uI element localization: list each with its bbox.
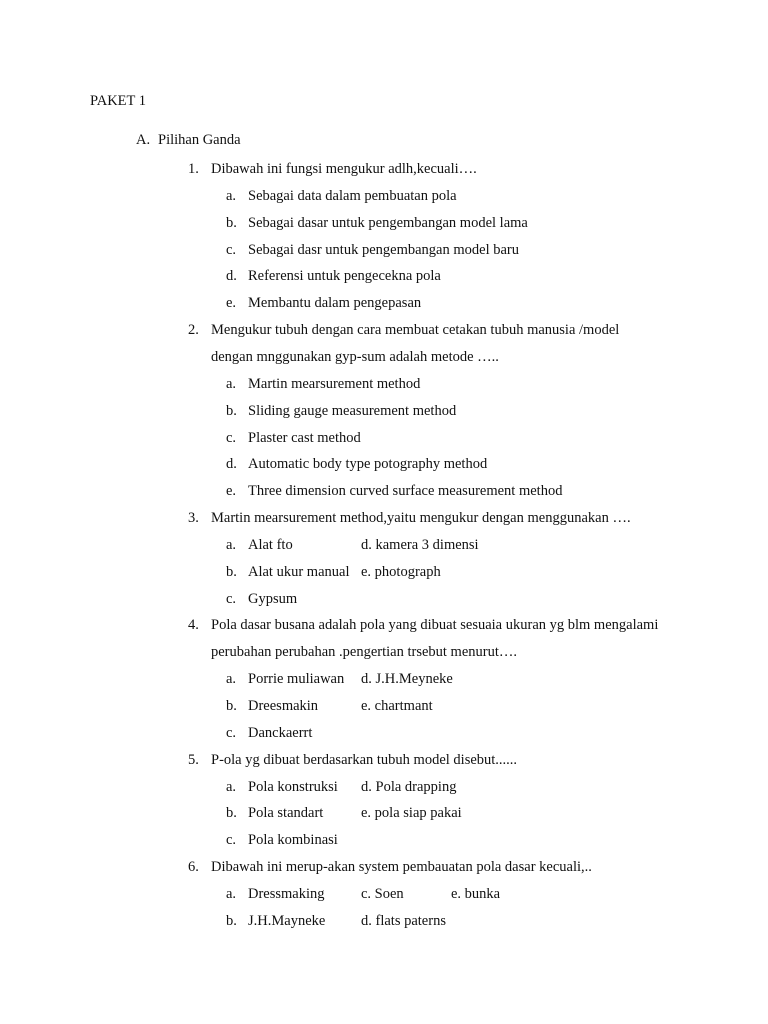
question-text: Dibawah ini fungsi mengukur adlh,kecuali…. [211, 161, 477, 177]
option-text: Pola standart [248, 805, 324, 822]
question-number: 3. [188, 510, 199, 527]
question-number: 2. [188, 322, 199, 339]
option-letter: e. [226, 295, 237, 312]
option-letter: b. [226, 912, 237, 929]
option-text: Pola kombinasi [248, 832, 338, 849]
option-text: e. photograph [361, 563, 441, 580]
option-text: Three dimension curved surface measurement method [248, 483, 563, 500]
option-text: Dressmaking [248, 885, 325, 902]
option-letter: a. [226, 375, 237, 392]
option-letter: a. [226, 778, 237, 795]
option-letter: c. [226, 590, 237, 607]
option-letter: c. [226, 429, 237, 446]
question-text: Dibawah ini merup-akan system pembauatan pola dasar kecuali,.. [211, 859, 592, 876]
option-letter: b. [226, 698, 237, 714]
option-letter: c. [226, 724, 237, 741]
option-letter: e. [226, 483, 237, 500]
option-text: Sebagai dasar untuk pengembangan model lama [248, 214, 528, 231]
option-letter: c. [226, 241, 237, 258]
question-number: 4. [188, 617, 199, 634]
option-text: d. Pola drapping [361, 778, 457, 795]
option-text: Sebagai dasr untuk pengembangan model baru [248, 241, 519, 258]
option-text: Danckaerrt [248, 724, 313, 741]
option-text: Membantu dalam pengepasan [248, 295, 422, 312]
option-letter: c. [226, 832, 237, 849]
option-text: Alat fto [248, 536, 293, 553]
option-text: Plaster cast method [248, 429, 361, 446]
option-letter: b. [226, 402, 237, 419]
option-letter: b. [226, 805, 237, 822]
page-title: PAKET 1 [90, 93, 147, 109]
option-text: c. Soen [361, 885, 404, 902]
option-text: d. J.H.Meyneke [361, 671, 453, 688]
option-letter: b. [226, 563, 237, 580]
question-text: dengan mnggunakan gyp-sum adalah metode ….. [211, 348, 499, 365]
option-letter: a. [226, 187, 237, 204]
option-letter: a. [226, 885, 237, 902]
question-text: P-ola yg dibuat berdasarkan tubuh model disebut...... [211, 751, 518, 768]
section-marker: A. [136, 132, 151, 148]
question-number: 5. [188, 751, 199, 768]
section-label: Pilihan Ganda [158, 132, 241, 148]
option-text: e. pola siap pakai [361, 805, 462, 822]
question-text: Mengukur tubuh dengan cara membuat cetakan tubuh manusia /model [211, 322, 620, 339]
question-text: Pola dasar busana adalah pola yang dibuat sesuaia ukuran yg blm mengalami [211, 617, 659, 634]
option-letter: d. [226, 268, 237, 285]
option-text: Gypsum [248, 590, 298, 607]
option-text: Pola konstruksi [248, 778, 338, 795]
option-text: J.H.Mayneke [248, 912, 326, 929]
question-text: Martin mearsurement method,yaitu mengukur dengan menggunakan …. [211, 510, 631, 527]
option-text: Dreesmakin [248, 698, 319, 714]
option-letter: d. [226, 456, 237, 473]
option-letter: a. [226, 671, 237, 688]
option-text: Referensi untuk pengecekna pola [248, 268, 441, 285]
option-text: d. flats paterns [361, 912, 446, 929]
question-number: 1. [188, 161, 199, 177]
option-text: Alat ukur manual [248, 563, 350, 580]
option-text: Martin mearsurement method [248, 375, 421, 392]
option-text: e. chartmant [361, 698, 433, 714]
option-letter: b. [226, 214, 237, 231]
option-text: d. kamera 3 dimensi [361, 536, 479, 553]
section-heading [136, 132, 241, 149]
option-text: Automatic body type potography method [248, 456, 488, 473]
option-text: Porrie muliawan [248, 671, 345, 688]
question-number: 6. [188, 859, 199, 876]
option-letter: a. [226, 536, 237, 553]
question-text: perubahan perubahan .pengertian trsebut menurut…. [211, 644, 518, 661]
option-text: e. bunka [451, 885, 501, 902]
option-text: Sliding gauge measurement method [248, 402, 457, 419]
option-text: Sebagai data dalam pembuatan pola [248, 187, 457, 204]
